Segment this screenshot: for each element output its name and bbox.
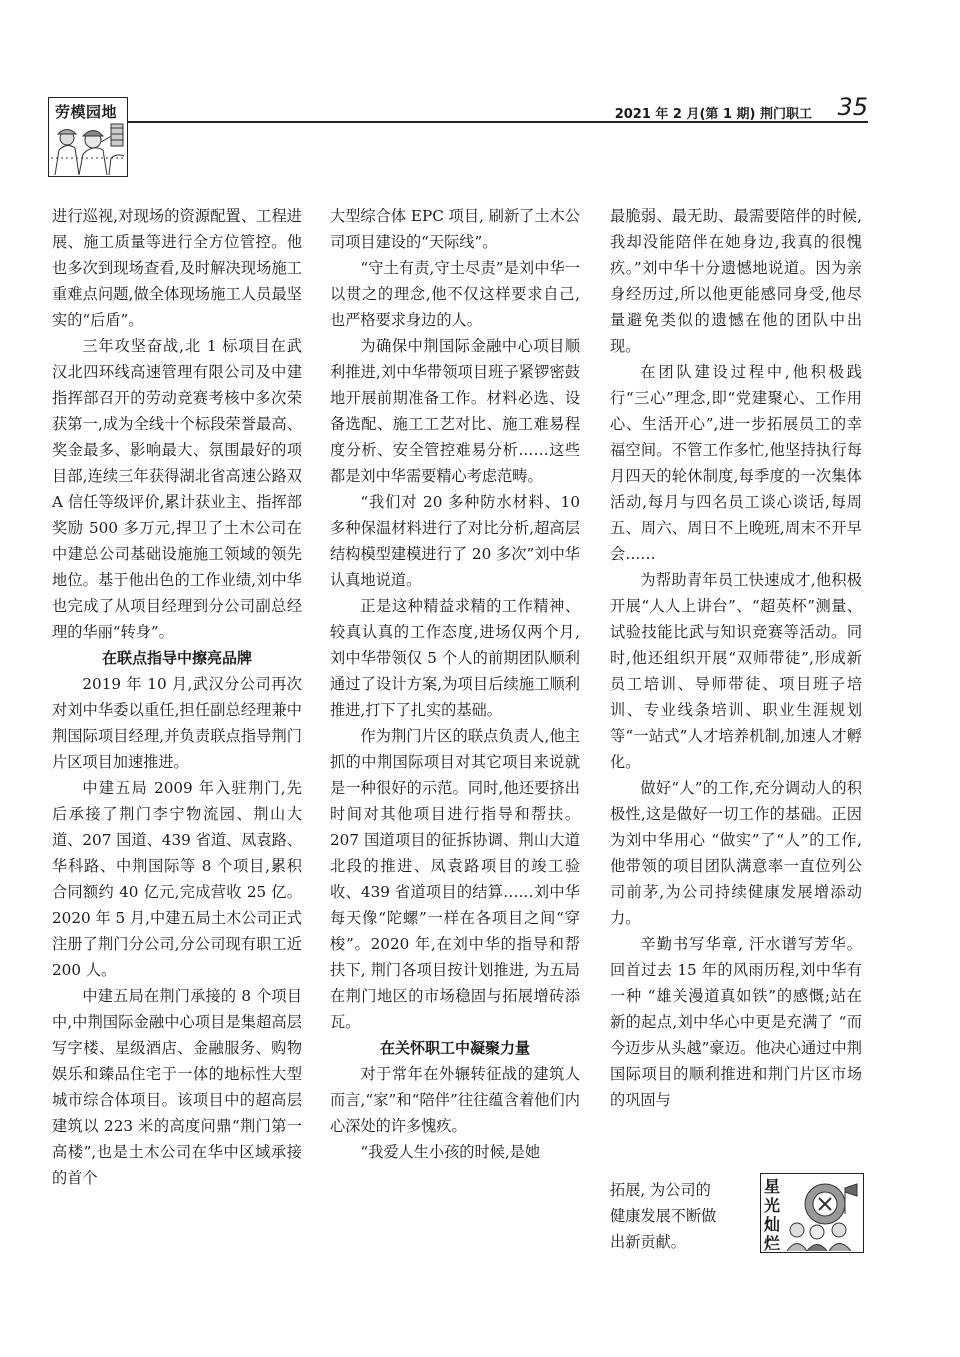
paragraph: 最脆弱、最无助、最需要陪伴的时候,我却没能陪伴在她身边,我真的很愧疚。”刘中华十分遗憾地说道。因为亲身经历过,所以他更能感同身受,他尽量避免类似的遗憾在他的团队中出现。 bbox=[610, 207, 862, 355]
section-emblem bbox=[48, 97, 128, 177]
paragraph: 中建五局 2009 年入驻荆门,先后承接了荆门李宁物流园、荆山大道、207 国道、439 省道、凤袁路、华科路、中荆国际等 8 个项目,累积合同额约 40 亿元,完成营收 25 亿。2020 年 5 月,中建五局土木公司正式注册了荆门分公司,分公司现有职工近 200 人。 bbox=[52, 779, 302, 979]
issue-info: 2021 年 2 月(第 1 期) 荆门职工 bbox=[614, 107, 812, 122]
paragraph: “我们对 20 多种防水材料、10 多种保温材料进行了对比分析,超高层结构模型建模进行了 20 多次”刘中华认真地说道。 bbox=[330, 493, 580, 589]
paragraph: 做好“人”的工作,充分调动人的积极性,这是做好一切工作的基础。正因为刘中华用心 “做实”了“人”的工作,他带领的项目团队满意率一直位列公司前茅,为公司持续健康发展增添动力。 bbox=[610, 779, 862, 927]
paragraph: 中建五局在荆门承接的 8 个项目中,中荆国际金融中心项目是集超高层写字楼、星级酒店、金融服务、购物娱乐和臻品住宅于一体的地标性大型城市综合体项目。该项目中的超高层建筑以 223 米的高度问鼎“荆门第一高楼”,也是土木公司在华中区域承接的首个 bbox=[52, 987, 302, 1187]
paragraph: 为确保中荆国际金融中心项目顺利推进,刘中华带领项目班子紧锣密鼓地开展前期准备工作。材料必选、设备选配、施工工艺对比、施工难易程度分析、安全管控难易分析……这些都是刘中华需要精心考虑范畴。 bbox=[330, 337, 580, 485]
paragraph: 对于常年在外辗转征战的建筑人而言,“家”和“陪伴”往往蕴含着他们内心深处的许多愧疚。 bbox=[330, 1065, 580, 1135]
paragraph: 辛勤书写华章, 汗水谱写芳华。回首过去 15 年的风雨历程,刘中华有一种 “雄关漫道真如铁”的感慨;站在新的起点,刘中华心中更是充满了 “而今迈步从头越”豪迈。他决心通过中荆国际项目的顺利推进和荆门片区市场的巩固与 bbox=[610, 935, 862, 1109]
text-column-3 bbox=[610, 203, 862, 1113]
star-badge bbox=[760, 1173, 864, 1253]
closing-line: 拓展, 为公司的 bbox=[610, 1181, 711, 1199]
closing-line: 健康发展不断做 bbox=[610, 1207, 717, 1225]
badge-title: 星光灿烂 bbox=[764, 1177, 781, 1253]
page-header bbox=[48, 93, 868, 177]
section-title: 劳模园地 bbox=[55, 103, 118, 121]
paragraph: “我爱人生小孩的时候,是她 bbox=[360, 1143, 541, 1161]
paragraph: 三年攻坚奋战,北 1 标项目在武汉北四环线高速管理有限公司及中建指挥部召开的劳动竞赛考核中多次荣获第一,成为全线十个标段荣誉最高、奖金最多、影响最大、氛围最好的项目部,连续三年获得湖北省高速公路双 A 信任等级评价,累计获业主、指挥部奖励 500 多万元,捍卫了土木公司在中建总公司基础设施施工领域的领先地位。基于他出色的工作业绩,刘中华也完成了从项目经理到分公司副总经理的华丽“转身”。 bbox=[52, 337, 302, 641]
subheading: 在关怀职工中凝聚力量 bbox=[379, 1039, 530, 1057]
text-column-1 bbox=[52, 203, 302, 1191]
paragraph: 为帮助青年员工快速成才,他积极开展“人人上讲台”、“超英杯”测量、试验技能比武与知识竞赛等活动。同时,他还组织开展“双师带徒”,形成新员工培训、导师带徒、项目班子培训、专业线条培训、职业生涯规划等“一站式”人才培养机制,加速人才孵化。 bbox=[610, 571, 862, 771]
paragraph: 作为荆门片区的联点负责人,他主抓的中荆国际项目对其它项目来说就是一种很好的示范。同时,他还要挤出时间对其他项目进行指导和帮扶。207 国道项目的征拆协调、荆山大道北段的推进、凤袁路项目的竣工验收、439 省道项目的结算……刘中华每天像“陀螺”一样在各项目之间“穿梭”。2020 年,在刘中华的指导和帮扶下, 荆门各项目按计划推进, 为五局在荆门地区的市场稳固与拓展增砖添瓦。 bbox=[330, 727, 580, 1031]
closing-line: 出新贡献。 bbox=[610, 1233, 686, 1251]
subheading: 在联点指导中擦亮品牌 bbox=[101, 649, 252, 667]
paragraph: 正是这种精益求精的工作精神、较真认真的工作态度,进场仅两个月,刘中华带领仅 5 个人的前期团队顺利通过了设计方案,为项目后续施工顺利推进,打下了扎实的基础。 bbox=[330, 597, 580, 719]
paragraph: “守土有责,守土尽责”是刘中华一以贯之的理念,他不仅这样要求自己,也严格要求身边的人。 bbox=[330, 259, 580, 329]
page-number: 35 bbox=[837, 93, 868, 121]
paragraph: 进行巡视,对现场的资源配置、工程进展、施工质量等进行全方位管控。他也多次到现场查看,及时解决现场施工重难点问题,做全体现场施工人员最坚实的“后盾”。 bbox=[52, 207, 302, 329]
paragraph: 大型综合体 EPC 项目, 刷新了土木公司项目建设的“天际线”。 bbox=[330, 207, 580, 251]
text-column-2 bbox=[330, 203, 580, 1165]
paragraph: 在团队建设过程中,他积极践行“三心”理念,即“党建聚心、工作用心、生活开心”,进一步拓展员工的幸福空间。不管工作多忙,他坚持执行每月四天的轮休制度,每季度的一次集体活动,每月与四名员工谈心谈话,每周五、周六、周日不上晚班,周末不开早会…… bbox=[610, 363, 862, 563]
paragraph: 2019 年 10 月,武汉分公司再次对刘中华委以重任,担任副总经理兼中荆国际项目经理,并负责联点指导荆门片区项目加速推进。 bbox=[52, 675, 302, 771]
closing-lines bbox=[610, 1177, 755, 1255]
